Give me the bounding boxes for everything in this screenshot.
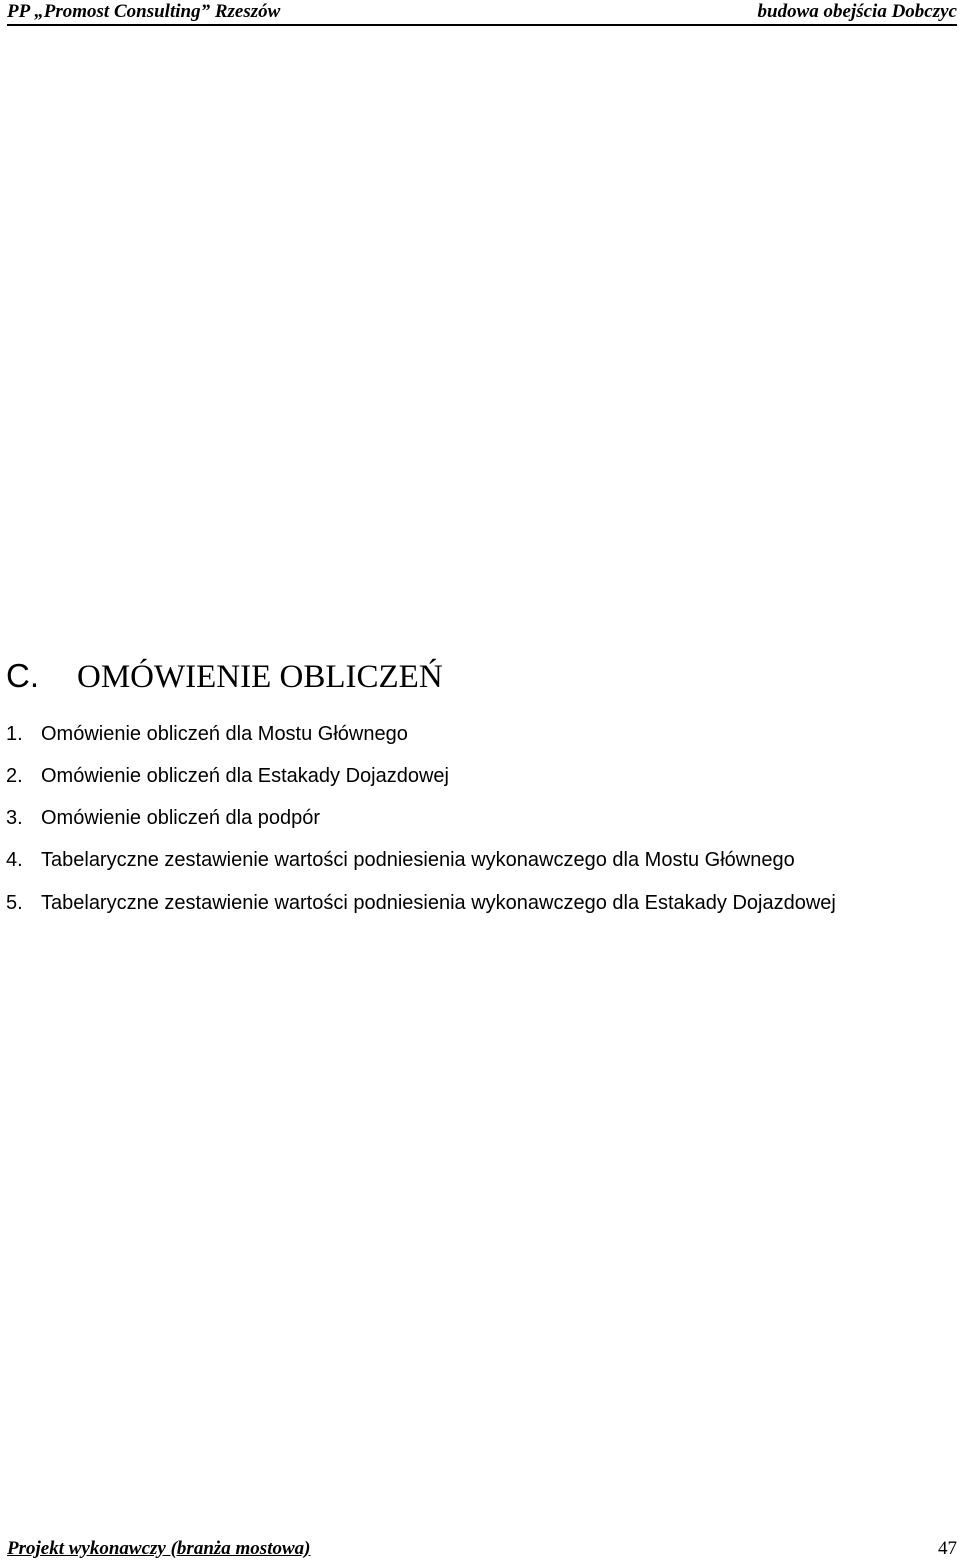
toc-item [6,891,836,933]
footer-project-label: Projekt wykonawczy (branża mostowa) [7,1538,311,1559]
header-project-name: budowa obejścia Dobczyc [757,1,957,22]
toc-item-text: Tabelaryczne zestawienie wartości podniesienia wykonawczego dla Mostu Głównego [41,849,795,871]
section-heading [6,656,443,697]
toc-item-text: Omówienie obliczeń dla Estakady Dojazdowej [41,765,449,787]
page-footer [7,1538,957,1560]
toc-item-number: 4. [6,849,23,871]
toc-item-number: 2. [6,765,23,787]
toc-item [6,806,836,848]
toc-item [6,848,836,891]
section-title: OMÓWIENIE OBLICZEŃ [77,659,443,695]
page-header [7,2,957,26]
page-number: 47 [938,1538,957,1559]
section-letter: C. [6,657,39,694]
toc-item-text: Omówienie obliczeń dla Mostu Głównego [41,723,408,745]
toc-item-text: Omówienie obliczeń dla podpór [41,807,321,829]
toc-item-text: Tabelaryczne zestawienie wartości podniesienia wykonawczego dla Estakady Dojazdowej [41,892,836,914]
toc-list [6,722,836,933]
toc-item-number: 1. [6,723,23,745]
toc-item-number: 3. [6,807,23,829]
toc-item [6,764,836,806]
toc-item-number: 5. [6,892,23,914]
header-company: PP „Promost Consulting” Rzeszów [7,1,281,22]
toc-item [6,722,836,764]
